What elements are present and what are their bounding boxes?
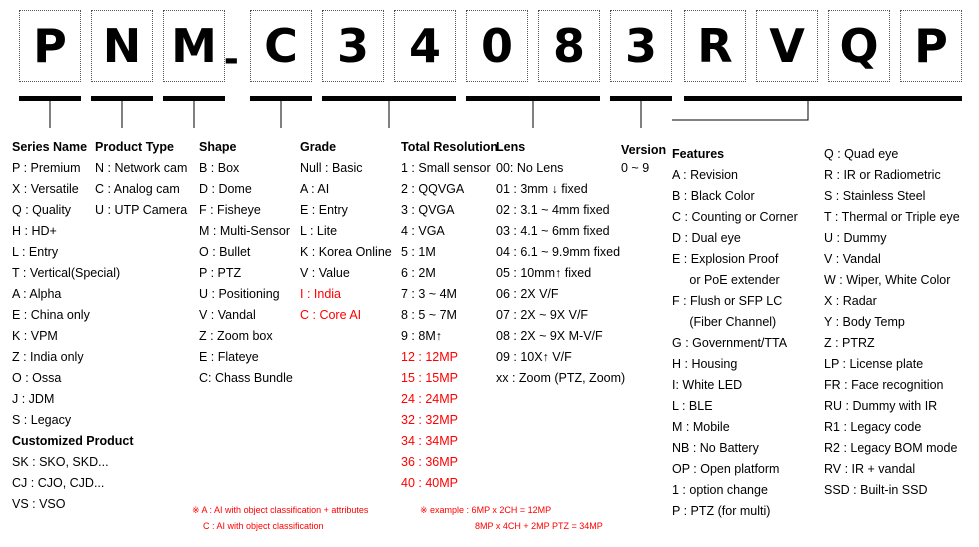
resolution-item-highlight: 32 : 32MP [401, 413, 458, 427]
feature-item: I: White LED [672, 378, 743, 392]
product-type-item: U : UTP Camera [95, 203, 188, 217]
resolution-item: 4 : VGA [401, 224, 445, 238]
feature-item: R : IR or Radiometric [824, 168, 941, 182]
ai-note-1: ※ A : AI with object classification + attributes [192, 505, 369, 515]
shape-title: Shape [199, 140, 237, 154]
feature-item: LP : License plate [824, 357, 924, 371]
shape-item: Z : Zoom box [199, 329, 273, 343]
feature-item: RU : Dummy with IR [824, 399, 938, 413]
grade-item: E : Entry [300, 203, 348, 217]
feature-item: P : PTZ (for multi) [672, 504, 771, 518]
series-item: K : VPM [12, 329, 58, 343]
grade-item: V : Value [300, 266, 350, 280]
series-item: X : Versatile [12, 182, 79, 196]
customized-product-title: Customized Product [12, 434, 134, 448]
code-box-11: V [756, 10, 818, 82]
feature-item: OP : Open platform [672, 462, 780, 476]
code-box-6: 4 [394, 10, 456, 82]
lens-item: 07 : 2X ~ 9X V/F [496, 308, 589, 322]
resolution-item: 2 : QQVGA [401, 182, 465, 196]
code-box-7: 0 [466, 10, 528, 82]
feature-item: L : BLE [672, 399, 713, 413]
resolution-item: 5 : 1M [401, 245, 436, 259]
lens-item: 00: No Lens [496, 161, 564, 175]
product-type-item: N : Network cam [95, 161, 188, 175]
resolution-item: 7 : 3 ~ 4M [401, 287, 457, 301]
code-box-3: M [163, 10, 225, 82]
lens-title: Lens [496, 140, 526, 154]
product-type-column [95, 137, 187, 221]
lens-item: 01 : 3mm ↓ fixed [496, 182, 588, 196]
series-item: Z : India only [12, 350, 84, 364]
code-box-2: N [91, 10, 153, 82]
feature-item: or PoE extender [672, 273, 780, 287]
series-item: P : Premium [12, 161, 81, 175]
customized-product-item: SK : SKO, SKD... [12, 455, 109, 469]
series-item: A : Alpha [12, 287, 62, 301]
grade-item: A : AI [300, 182, 330, 196]
series-item: T : Vertical(Special) [12, 266, 121, 280]
feature-item: Q : Quad eye [824, 147, 899, 161]
shape-item: M : Multi-Sensor [199, 224, 290, 238]
example-note-2: 8MP x 4CH + 2MP PTZ = 34MP [475, 521, 603, 531]
customized-product-item: CJ : CJO, CJD... [12, 476, 105, 490]
resolution-item: 9 : 8M↑ [401, 329, 442, 343]
series-item: H : HD+ [12, 224, 57, 238]
shape-item: E : Flateye [199, 350, 259, 364]
features-title: Features [672, 147, 725, 161]
resolution-item: 3 : QVGA [401, 203, 455, 217]
feature-item: R2 : Legacy BOM mode [824, 441, 958, 455]
version-column [621, 140, 666, 175]
shape-item: O : Bullet [199, 245, 251, 259]
grade-item-highlight: C : Core AI [300, 308, 362, 322]
resolution-item-highlight: 15 : 15MP [401, 371, 458, 385]
resolution-item: 6 : 2M [401, 266, 436, 280]
example-note-1: ※ example : 6MP x 2CH = 12MP [420, 505, 552, 515]
feature-item: F : Flush or SFP LC [672, 294, 783, 308]
feature-item: A : Revision [672, 168, 739, 182]
shape-item: D : Dome [199, 182, 252, 196]
grade-item-highlight: I : India [300, 287, 341, 301]
resolution-item-highlight: 24 : 24MP [401, 392, 458, 406]
series-item: S : Legacy [12, 413, 72, 427]
lens-item: 06 : 2X V/F [496, 287, 559, 301]
lens-column [496, 137, 625, 389]
series-item: L : Entry [12, 245, 59, 259]
resolution-item-highlight: 34 : 34MP [401, 434, 458, 448]
resolution-item-highlight: 36 : 36MP [401, 455, 458, 469]
feature-item: W : Wiper, White Color [824, 273, 951, 287]
grade-item: K : Korea Online [300, 245, 392, 259]
series-item: O : Ossa [12, 371, 62, 385]
lens-item: xx : Zoom (PTZ, Zoom) [496, 371, 626, 385]
feature-item: Y : Body Temp [824, 315, 905, 329]
series-title: Series Name [12, 140, 88, 154]
lens-item: 09 : 10X↑ V/F [496, 350, 572, 364]
feature-item: M : Mobile [672, 420, 730, 434]
shape-item: B : Box [199, 161, 240, 175]
shape-item: F : Fisheye [199, 203, 261, 217]
shape-item: V : Vandal [199, 308, 256, 322]
code-box-12: Q [828, 10, 890, 82]
connector-features [672, 101, 808, 120]
lens-item: 03 : 4.1 ~ 6mm fixed [496, 224, 610, 238]
feature-item: B : Black Color [672, 189, 755, 203]
series-item: J : JDM [12, 392, 55, 406]
series-item: E : China only [12, 308, 90, 322]
grade-title: Grade [300, 140, 337, 154]
resolution-item: 8 : 5 ~ 7M [401, 308, 457, 322]
feature-item: X : Radar [824, 294, 877, 308]
feature-item: T : Thermal or Triple eye [824, 210, 960, 224]
grade-item: Null : Basic [300, 161, 363, 175]
feature-item: R1 : Legacy code [824, 420, 922, 434]
feature-item: D : Dual eye [672, 231, 741, 245]
ai-note-2: C : AI with object classification [203, 521, 324, 531]
shape-item: C: Chass Bundle [199, 371, 293, 385]
product-type-title: Product Type [95, 140, 174, 154]
grade-item: L : Lite [300, 224, 338, 238]
feature-item: SSD : Built-in SSD [824, 483, 928, 497]
resolution-title: Total Resolution [401, 140, 498, 154]
code-box-9: 3 [610, 10, 672, 82]
version-title: Version [621, 143, 667, 157]
features-column-2 [824, 144, 960, 501]
product-type-item: C : Analog cam [95, 182, 180, 196]
feature-item: V : Vandal [824, 252, 881, 266]
lens-item: 05 : 10mm↑ fixed [496, 266, 592, 280]
feature-item: E : Explosion Proof [672, 252, 779, 266]
shape-item: P : PTZ [199, 266, 242, 280]
resolution-item-highlight: 12 : 12MP [401, 350, 458, 364]
code-box-8: 8 [538, 10, 600, 82]
code-box-13: P [900, 10, 962, 82]
lens-item: 08 : 2X ~ 9X M-V/F [496, 329, 603, 343]
feature-item: (Fiber Channel) [672, 315, 777, 329]
resolution-item: 1 : Small sensor [401, 161, 491, 175]
shape-item: U : Positioning [199, 287, 280, 301]
feature-item: S : Stainless Steel [824, 189, 926, 203]
feature-item: Z : PTRZ [824, 336, 875, 350]
shape-column [199, 137, 293, 389]
feature-item: NB : No Battery [672, 441, 759, 455]
grade-column [300, 137, 392, 326]
resolution-item-highlight: 40 : 40MP [401, 476, 458, 490]
code-box-1: P [19, 10, 81, 82]
feature-item: 1 : option change [672, 483, 768, 497]
code-box-4: C [250, 10, 312, 82]
lens-item: 02 : 3.1 ~ 4mm fixed [496, 203, 610, 217]
features-column [672, 144, 798, 522]
code-box-10: R [684, 10, 746, 82]
customized-product-item: VS : VSO [12, 497, 66, 511]
lens-clip-mask [440, 135, 503, 395]
feature-item: G : Government/TTA [672, 336, 788, 350]
feature-item: RV : IR + vandal [824, 462, 916, 476]
feature-item: FR : Face recognition [824, 378, 944, 392]
code-box-5: 3 [322, 10, 384, 82]
feature-item: U : Dummy [824, 231, 887, 245]
lens-item: 04 : 6.1 ~ 9.9mm fixed [496, 245, 621, 259]
series-item: Q : Quality [12, 203, 72, 217]
code-separator: - [224, 33, 239, 82]
feature-item: H : Housing [672, 357, 738, 371]
version-range: 0 ~ 9 [621, 161, 650, 175]
feature-item: C : Counting or Corner [672, 210, 798, 224]
